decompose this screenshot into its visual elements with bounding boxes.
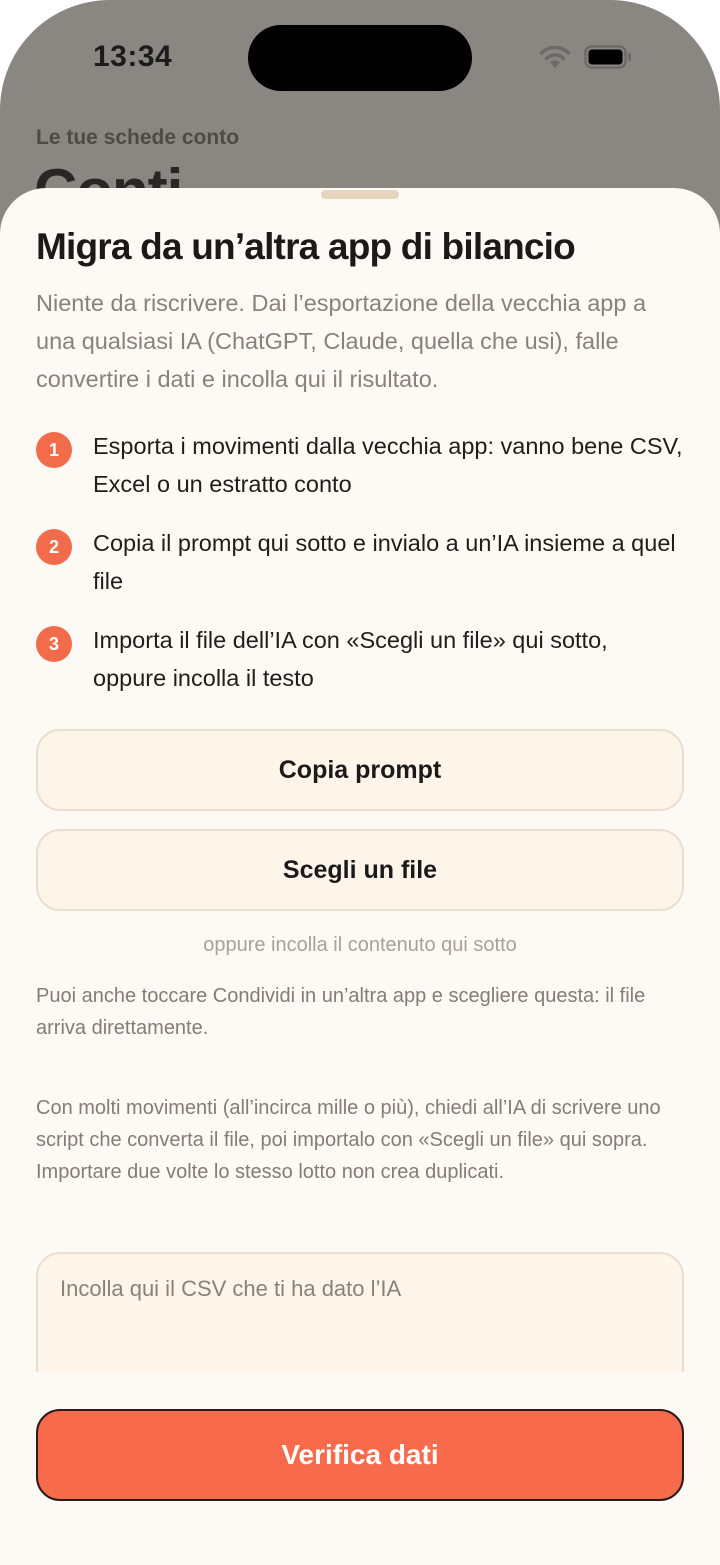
sheet-grabber[interactable] xyxy=(321,190,399,199)
wifi-icon xyxy=(538,44,572,70)
background-subtitle: Le tue schede conto xyxy=(36,126,240,149)
step-number-badge: 3 xyxy=(36,626,72,662)
step-item xyxy=(36,428,686,503)
step-number-badge: 1 xyxy=(36,432,72,468)
migration-sheet xyxy=(0,188,720,1565)
copy-prompt-button[interactable]: Copia prompt xyxy=(36,729,684,811)
step-text: Importa il file dell’IA con «Scegli un file» qui sotto, oppure incolla il testo xyxy=(93,627,608,691)
choose-file-button[interactable]: Scegli un file xyxy=(36,829,684,911)
status-bar xyxy=(0,0,720,110)
sheet-intro: Niente da riscrivere. Dai l’esportazione della vecchia app a una qualsiasi IA (ChatGPT, Claude, quella che usi), falle convertire i dati e incolla qui il risultato. xyxy=(36,290,647,392)
step-item xyxy=(36,525,686,600)
verify-data-button[interactable]: Verifica dati xyxy=(36,1409,684,1501)
step-item xyxy=(36,622,686,697)
many-movements-note: Con molti movimenti (all’incirca mille o più), chiedi all’IA di scrivere uno script che converta il file, poi importalo con «Scegli un file» qui sopra. Importare due volte lo stesso lotto non crea duplicati. xyxy=(36,1097,661,1183)
battery-icon xyxy=(584,45,632,69)
or-paste-hint: oppure incolla il contenuto qui sotto xyxy=(203,934,517,956)
sheet-title: Migra da un’altra app di bilancio xyxy=(36,226,575,267)
status-time: 13:34 xyxy=(93,40,173,73)
step-number-badge: 2 xyxy=(36,529,72,565)
share-note: Puoi anche toccare Condividi in un’altra app e scegliere questa: il file arriva direttamente. xyxy=(36,985,646,1039)
steps-list xyxy=(36,428,686,719)
dynamic-island xyxy=(248,25,472,91)
paste-placeholder: Incolla qui il CSV che ti ha dato l’IA xyxy=(60,1276,402,1301)
step-text: Esporta i movimenti dalla vecchia app: vanno bene CSV, Excel o un estratto conto xyxy=(93,433,683,497)
step-text: Copia il prompt qui sotto e invialo a un’IA insieme a quel file xyxy=(93,530,676,594)
